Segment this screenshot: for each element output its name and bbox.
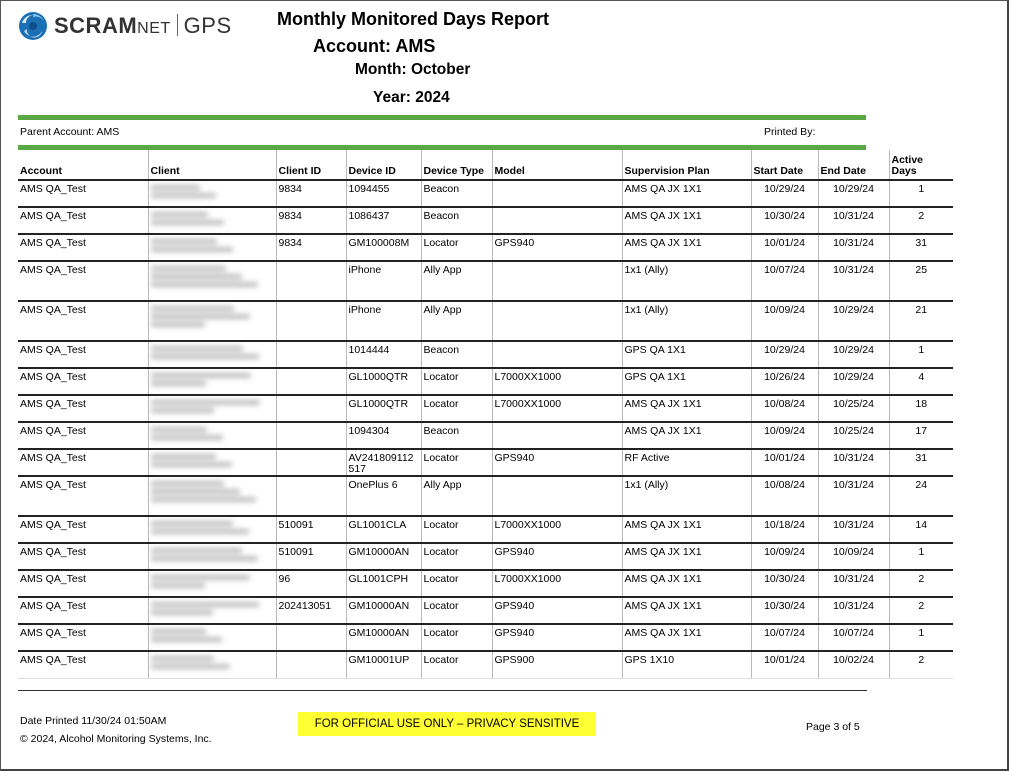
start-date-cell: 10/08/24 (751, 395, 818, 422)
column-header-end-date: End Date (818, 150, 889, 180)
model-cell: GPS900 (492, 651, 622, 678)
active-days-cell: 31 (889, 449, 953, 476)
start-date-cell: 10/09/24 (751, 422, 818, 449)
device-type-cell: Ally App (421, 476, 492, 516)
model-cell (492, 207, 622, 234)
monitored-days-table (18, 150, 953, 679)
supervision-plan-cell: AMS QA JX 1X1 (622, 570, 751, 597)
redacted-client-name (151, 454, 274, 467)
client-cell-redacted (148, 543, 276, 570)
model-cell (492, 180, 622, 207)
client-id-cell (276, 341, 346, 368)
client-id-cell (276, 301, 346, 341)
redacted-client-name (151, 346, 274, 359)
account-cell: AMS QA_Test (18, 261, 148, 301)
column-header-start-date: Start Date (751, 150, 818, 180)
report-title: Monthly Monitored Days Report (277, 9, 550, 29)
device-id-cell: GM10000AN (346, 543, 421, 570)
supervision-plan-cell: AMS QA JX 1X1 (622, 516, 751, 543)
start-date-cell: 10/07/24 (751, 261, 818, 301)
device-id-cell: GM10000AN (346, 624, 421, 651)
start-date-cell: 10/26/24 (751, 368, 818, 395)
device-type-cell: Locator (421, 570, 492, 597)
end-date-cell: 10/31/24 (818, 570, 889, 597)
client-id-cell (276, 422, 346, 449)
column-header-model: Model (492, 150, 622, 180)
model-cell: GPS940 (492, 543, 622, 570)
client-cell-redacted (148, 597, 276, 624)
active-days-cell: 2 (889, 651, 953, 678)
client-cell-redacted (148, 207, 276, 234)
device-type-cell: Ally App (421, 261, 492, 301)
client-cell-redacted (148, 422, 276, 449)
account-cell: AMS QA_Test (18, 597, 148, 624)
table-row (18, 261, 953, 301)
redacted-client-name (151, 373, 274, 386)
start-date-cell: 10/01/24 (751, 651, 818, 678)
start-date-cell: 10/30/24 (751, 207, 818, 234)
end-date-cell: 10/31/24 (818, 476, 889, 516)
page-number: Page 3 of 5 (806, 721, 860, 733)
column-header-device-type: Device Type (421, 150, 492, 180)
redacted-client-name (151, 575, 274, 588)
model-cell: L7000XX1000 (492, 516, 622, 543)
account-cell: AMS QA_Test (18, 301, 148, 341)
redacted-client-name (151, 548, 274, 561)
end-date-cell: 10/31/24 (818, 234, 889, 261)
device-type-cell: Locator (421, 624, 492, 651)
column-header-account: Account (18, 150, 148, 180)
active-days-cell: 4 (889, 368, 953, 395)
client-cell-redacted (148, 261, 276, 301)
device-type-cell: Locator (421, 449, 492, 476)
active-days-cell: 25 (889, 261, 953, 301)
active-days-cell: 2 (889, 207, 953, 234)
supervision-plan-cell: RF Active (622, 449, 751, 476)
device-id-cell: 1014444 (346, 341, 421, 368)
supervision-plan-cell: GPS QA 1X1 (622, 368, 751, 395)
device-type-cell: Locator (421, 368, 492, 395)
table-row (18, 234, 953, 261)
active-days-cell: 1 (889, 624, 953, 651)
client-id-cell: 202413051 (276, 597, 346, 624)
copyright: © 2024, Alcohol Monitoring Systems, Inc. (20, 733, 212, 745)
account-cell: AMS QA_Test (18, 651, 148, 678)
device-id-cell: GL1000QTR (346, 368, 421, 395)
date-printed: Date Printed 11/30/24 01:50AM (20, 715, 167, 727)
account-cell: AMS QA_Test (18, 516, 148, 543)
supervision-plan-cell: AMS QA JX 1X1 (622, 543, 751, 570)
redacted-client-name (151, 266, 274, 287)
supervision-plan-cell: AMS QA JX 1X1 (622, 207, 751, 234)
account-cell: AMS QA_Test (18, 570, 148, 597)
account-cell: AMS QA_Test (18, 180, 148, 207)
table-row (18, 624, 953, 651)
supervision-plan-cell: 1x1 (Ally) (622, 476, 751, 516)
column-header-device-id: Device ID (346, 150, 421, 180)
client-id-cell (276, 395, 346, 422)
account-cell: AMS QA_Test (18, 395, 148, 422)
device-id-cell: AV241809112 517 (346, 449, 421, 476)
device-id-cell: GL1001CPH (346, 570, 421, 597)
active-days-cell: 24 (889, 476, 953, 516)
supervision-plan-cell: AMS QA JX 1X1 (622, 395, 751, 422)
start-date-cell: 10/08/24 (751, 476, 818, 516)
device-id-cell: GM10001UP (346, 651, 421, 678)
model-cell: L7000XX1000 (492, 570, 622, 597)
table-row (18, 301, 953, 341)
end-date-cell: 10/31/24 (818, 207, 889, 234)
device-id-cell: 1094304 (346, 422, 421, 449)
supervision-plan-cell: 1x1 (Ally) (622, 301, 751, 341)
start-date-cell: 10/09/24 (751, 301, 818, 341)
start-date-cell: 10/18/24 (751, 516, 818, 543)
table-row (18, 597, 953, 624)
account-cell: AMS QA_Test (18, 476, 148, 516)
end-date-cell: 10/25/24 (818, 422, 889, 449)
client-cell-redacted (148, 516, 276, 543)
active-days-cell: 2 (889, 597, 953, 624)
device-id-cell: 1094455 (346, 180, 421, 207)
device-type-cell: Beacon (421, 207, 492, 234)
model-cell (492, 261, 622, 301)
active-days-cell: 21 (889, 301, 953, 341)
active-days-cell: 1 (889, 341, 953, 368)
supervision-plan-cell: GPS QA 1X1 (622, 341, 751, 368)
supervision-plan-cell: AMS QA JX 1X1 (622, 234, 751, 261)
column-header-client-id: Client ID (276, 150, 346, 180)
client-cell-redacted (148, 624, 276, 651)
model-cell: GPS940 (492, 449, 622, 476)
month-heading: Month: October (355, 61, 471, 78)
scramnet-gps-logo (18, 8, 258, 44)
redacted-client-name (151, 239, 274, 252)
client-cell-redacted (148, 449, 276, 476)
parent-account-label: Parent Account: AMS (20, 126, 120, 138)
client-id-cell: 9834 (276, 180, 346, 207)
active-days-cell: 1 (889, 543, 953, 570)
end-date-cell: 10/29/24 (818, 368, 889, 395)
device-id-cell: GM10000AN (346, 597, 421, 624)
active-days-cell: 31 (889, 234, 953, 261)
device-type-cell: Locator (421, 516, 492, 543)
model-cell: GPS940 (492, 234, 622, 261)
table-row (18, 341, 953, 368)
client-id-cell (276, 624, 346, 651)
start-date-cell: 10/09/24 (751, 543, 818, 570)
device-id-cell: 1086437 (346, 207, 421, 234)
client-cell-redacted (148, 301, 276, 341)
start-date-cell: 10/07/24 (751, 624, 818, 651)
table-row (18, 395, 953, 422)
client-id-cell: 510091 (276, 516, 346, 543)
device-type-cell: Locator (421, 234, 492, 261)
table-row (18, 180, 953, 207)
table-row (18, 651, 953, 678)
device-type-cell: Beacon (421, 180, 492, 207)
device-id-cell: iPhone (346, 261, 421, 301)
device-type-cell: Beacon (421, 422, 492, 449)
active-days-cell: 14 (889, 516, 953, 543)
client-cell-redacted (148, 234, 276, 261)
account-heading: Account: AMS (313, 36, 436, 56)
model-cell (492, 422, 622, 449)
account-cell: AMS QA_Test (18, 449, 148, 476)
end-date-cell: 10/09/24 (818, 543, 889, 570)
start-date-cell: 10/29/24 (751, 180, 818, 207)
year-heading: Year: 2024 (373, 89, 450, 106)
end-date-cell: 10/25/24 (818, 395, 889, 422)
account-cell: AMS QA_Test (18, 234, 148, 261)
client-cell-redacted (148, 570, 276, 597)
device-type-cell: Locator (421, 395, 492, 422)
start-date-cell: 10/01/24 (751, 449, 818, 476)
end-date-cell: 10/29/24 (818, 341, 889, 368)
end-date-cell: 10/31/24 (818, 516, 889, 543)
device-type-cell: Locator (421, 543, 492, 570)
client-cell-redacted (148, 395, 276, 422)
supervision-plan-cell: AMS QA JX 1X1 (622, 422, 751, 449)
device-type-cell: Ally App (421, 301, 492, 341)
client-cell-redacted (148, 341, 276, 368)
client-cell-redacted (148, 368, 276, 395)
active-days-cell: 18 (889, 395, 953, 422)
column-header-active-days: Active Days (889, 150, 953, 180)
table-row (18, 207, 953, 234)
redacted-client-name (151, 400, 274, 413)
printed-by-label: Printed By: (764, 126, 816, 138)
redacted-client-name (151, 521, 274, 534)
active-days-cell: 2 (889, 570, 953, 597)
model-cell: L7000XX1000 (492, 395, 622, 422)
client-id-cell (276, 261, 346, 301)
table-header-row (18, 150, 953, 180)
supervision-plan-cell: AMS QA JX 1X1 (622, 180, 751, 207)
account-cell: AMS QA_Test (18, 624, 148, 651)
end-date-cell: 10/07/24 (818, 624, 889, 651)
end-date-cell: 10/31/24 (818, 261, 889, 301)
model-cell (492, 341, 622, 368)
device-id-cell: iPhone (346, 301, 421, 341)
privacy-notice-badge: FOR OFFICIAL USE ONLY – PRIVACY SENSITIVE (298, 712, 596, 736)
redacted-client-name (151, 427, 274, 440)
table-row (18, 422, 953, 449)
footer-rule (18, 690, 867, 691)
start-date-cell: 10/01/24 (751, 234, 818, 261)
client-id-cell: 510091 (276, 543, 346, 570)
end-date-cell: 10/02/24 (818, 651, 889, 678)
redacted-client-name (151, 212, 274, 225)
account-cell: AMS QA_Test (18, 368, 148, 395)
redacted-client-name (151, 656, 274, 669)
device-id-cell: OnePlus 6 (346, 476, 421, 516)
column-header-supervision-plan: Supervision Plan (622, 150, 751, 180)
start-date-cell: 10/29/24 (751, 341, 818, 368)
client-id-cell: 9834 (276, 234, 346, 261)
start-date-cell: 10/30/24 (751, 597, 818, 624)
redacted-client-name (151, 602, 274, 615)
client-id-cell: 9834 (276, 207, 346, 234)
column-header-client: Client (148, 150, 276, 180)
model-cell: GPS940 (492, 624, 622, 651)
table-row (18, 449, 953, 476)
account-cell: AMS QA_Test (18, 341, 148, 368)
device-type-cell: Locator (421, 651, 492, 678)
model-cell (492, 301, 622, 341)
redacted-client-name (151, 306, 274, 327)
table-row (18, 570, 953, 597)
supervision-plan-cell: GPS 1X10 (622, 651, 751, 678)
account-cell: AMS QA_Test (18, 422, 148, 449)
client-id-cell (276, 651, 346, 678)
start-date-cell: 10/30/24 (751, 570, 818, 597)
client-id-cell (276, 476, 346, 516)
table-row (18, 368, 953, 395)
supervision-plan-cell: 1x1 (Ally) (622, 261, 751, 301)
device-id-cell: GL1000QTR (346, 395, 421, 422)
account-cell: AMS QA_Test (18, 207, 148, 234)
supervision-plan-cell: AMS QA JX 1X1 (622, 624, 751, 651)
supervision-plan-cell: AMS QA JX 1X1 (622, 597, 751, 624)
account-cell: AMS QA_Test (18, 543, 148, 570)
client-cell-redacted (148, 476, 276, 516)
end-date-cell: 10/31/24 (818, 449, 889, 476)
table-row (18, 516, 953, 543)
model-cell (492, 476, 622, 516)
client-id-cell (276, 368, 346, 395)
device-type-cell: Beacon (421, 341, 492, 368)
scram-swirl-icon (18, 11, 48, 41)
device-type-cell: Locator (421, 597, 492, 624)
device-id-cell: GM100008M (346, 234, 421, 261)
active-days-cell: 1 (889, 180, 953, 207)
client-id-cell (276, 449, 346, 476)
redacted-client-name (151, 629, 274, 642)
redacted-client-name (151, 185, 274, 198)
client-cell-redacted (148, 180, 276, 207)
active-days-cell: 17 (889, 422, 953, 449)
client-id-cell: 96 (276, 570, 346, 597)
model-cell: L7000XX1000 (492, 368, 622, 395)
redacted-client-name (151, 481, 274, 502)
client-cell-redacted (148, 651, 276, 678)
end-date-cell: 10/29/24 (818, 301, 889, 341)
logo-wordmark: SCRAMNET GPS (54, 13, 232, 38)
table-row (18, 543, 953, 570)
table-row (18, 476, 953, 516)
model-cell: GPS940 (492, 597, 622, 624)
device-id-cell: GL1001CLA (346, 516, 421, 543)
end-date-cell: 10/29/24 (818, 180, 889, 207)
top-accent-bar (18, 115, 866, 120)
end-date-cell: 10/31/24 (818, 597, 889, 624)
